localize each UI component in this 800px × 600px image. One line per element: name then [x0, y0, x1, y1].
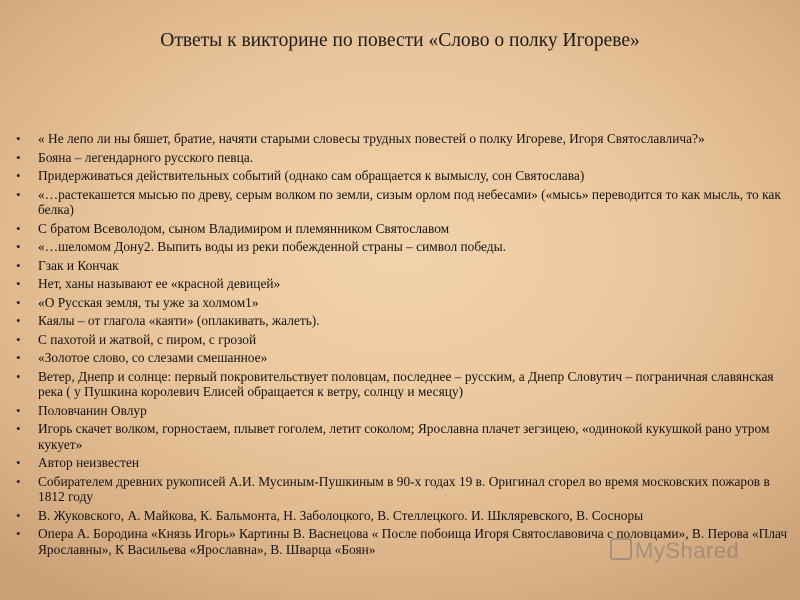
answers-list — [16, 131, 792, 560]
bullet-icon: • — [16, 350, 21, 365]
answer-item — [16, 332, 792, 348]
answer-text: « Не лепо ли ны бяшет, братие, начяти старыми словесы трудных повестей о полку Игореве, Игоря Святославлича?» — [38, 131, 705, 146]
bullet-icon: • — [16, 507, 21, 523]
answer-item — [16, 168, 792, 184]
bullet-icon: • — [16, 168, 21, 183]
answer-text: С пахотой и жатвой, с пиром, с грозой — [38, 331, 257, 347]
answer-text: «Золотое слово, со слезами смешанное» — [38, 350, 268, 365]
bullet-icon: • — [16, 313, 21, 328]
bullet-icon: • — [16, 294, 21, 310]
watermark — [610, 538, 739, 564]
answer-text: Нет, ханы называют ее «красной девицей» — [38, 276, 281, 291]
answer-item — [16, 221, 792, 237]
bullet-icon: • — [16, 402, 21, 418]
bullet-icon: • — [16, 149, 21, 165]
watermark-logo-icon — [610, 538, 632, 560]
answer-item — [16, 150, 792, 166]
answer-item — [16, 295, 792, 311]
answer-item — [16, 455, 792, 471]
answer-text: Автор неизвестен — [38, 455, 140, 470]
watermark-text: MyShared — [635, 538, 740, 563]
answer-item — [16, 276, 792, 292]
bullet-icon: • — [16, 421, 21, 436]
answer-text: Каялы – от глагола «каяти» (оплакивать, жалеть). — [38, 313, 320, 328]
answer-text: Собирателем древних рукописей А.И. Мусиным-Пушкиным в 90-х годах 19 в. Оригинал сгорел во время московских пожаров в 1812 году — [38, 473, 770, 504]
bullet-icon: • — [16, 473, 21, 489]
answer-text: В. Жуковского, А. Майкова, К. Бальмонта, Н. Заболоцкого, В. Стеллецкого. И. Шкляревского, В. Сосноры — [38, 507, 644, 523]
bullet-icon: • — [16, 257, 21, 273]
bullet-icon: • — [16, 239, 21, 254]
answer-text: С братом Всеволодом, сыном Владимиром и племянником Святославом — [38, 220, 450, 236]
answer-text: Ветер, Днепр и солнце: первый покровительствует половцам, последнее – русским, а Днепр Словутич – пограничная славянская река ( у Пушкина королевич Елисей обращается к ветру, солнцу и месяцу) — [38, 368, 774, 399]
bullet-icon: • — [16, 368, 21, 384]
answer-item — [16, 369, 792, 400]
bullet-icon: • — [16, 331, 21, 347]
answer-item — [16, 258, 792, 274]
answer-item — [16, 187, 792, 218]
answer-text: Гзак и Кончак — [38, 257, 119, 273]
answer-item — [16, 131, 792, 147]
answer-text: Бояна – легендарного русского певца. — [38, 149, 254, 165]
bullet-icon: • — [16, 276, 21, 291]
slide-title: Ответы к викторине по повести «Слово о полку Игореве» — [160, 30, 640, 51]
answer-item — [16, 403, 792, 419]
answer-text: Придерживаться действительных событий (однако сам обращается к вымыслу, сон Святослава) — [38, 168, 585, 183]
answer-item — [16, 239, 792, 255]
answer-text: «…шеломом Дону2. Выпить воды из реки побежденной страны – символ победы. — [38, 239, 506, 254]
answer-text: Опера А. Бородина «Князь Игорь» Картины В. Васнецова « После побоища Игоря Святославовича с половцами», В. Перова «Плач Ярославны», К Васильева «Ярославна», В. Шварца «Боян» — [38, 526, 788, 557]
answer-text: «…растекашется мысью по древу, серым волком по земли, сизым орлом под небесами» («мысь» переводится то как мысль, то как белка) — [38, 186, 781, 217]
answer-item — [16, 474, 792, 505]
bullet-icon: • — [16, 131, 21, 146]
answer-item — [16, 350, 792, 366]
answer-text: «О Русская земля, ты уже за холмом1» — [38, 294, 259, 310]
answer-text: Игорь скачет волком, горностаем, плывет гоголем, летит соколом; Ярославна плачет зегзицею, «одинокой кукушкой рано утром кукует» — [38, 421, 770, 452]
bullet-icon: • — [16, 220, 21, 236]
answer-item — [16, 421, 792, 452]
answer-text: Половчанин Овлур — [38, 402, 147, 418]
answer-item — [16, 313, 792, 329]
bullet-icon: • — [16, 186, 21, 202]
bullet-icon: • — [16, 526, 21, 541]
bullet-icon: • — [16, 455, 21, 470]
answer-item — [16, 508, 792, 524]
